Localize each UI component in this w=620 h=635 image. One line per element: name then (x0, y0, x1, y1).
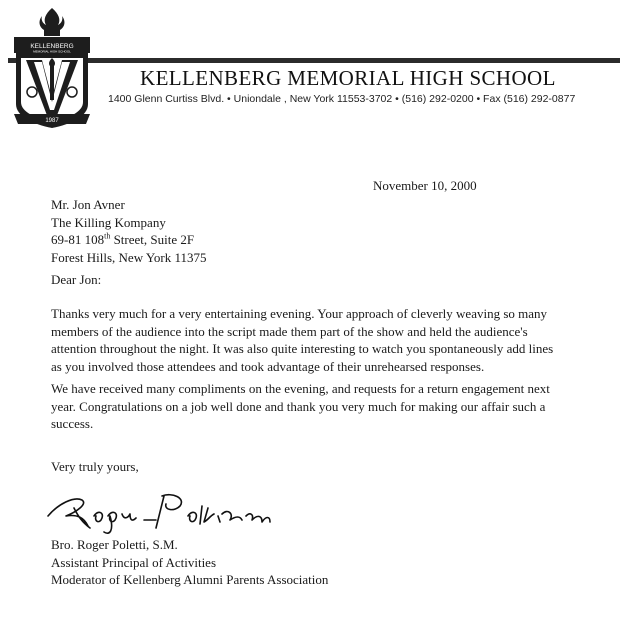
letter-date: November 10, 2000 (373, 178, 477, 193)
recipient-address-block (51, 196, 207, 266)
street-ordinal-suffix: th (104, 231, 111, 241)
paragraph-line: members of the audience into the script made them part of the show and held the audience's (51, 323, 528, 339)
letterhead-rule (8, 58, 620, 63)
paragraph-line: success. (51, 416, 94, 431)
crest-year-text: 1987 (45, 118, 59, 124)
school-crest-logo (12, 6, 92, 134)
street-rest: Street, Suite 2F (110, 232, 195, 247)
recipient-name: Mr. Jon Avner (51, 197, 125, 212)
recipient-company: The Killing Kompany (51, 214, 166, 230)
recipient-street (51, 231, 207, 249)
school-name: KELLENBERG MEMORIAL HIGH SCHOOL (140, 66, 556, 90)
body-paragraph-2 (51, 380, 581, 433)
recipient-city: Forest Hills, New York 11375 (51, 249, 207, 265)
signature-block (51, 536, 328, 589)
closing: Very truly yours, (51, 459, 139, 474)
paragraph-line: Thanks very much for a very entertaining evening. Your approach of cleverly weaving so many (51, 306, 548, 321)
paragraph-line: We have received many compliments on the evening, and requests for a return engagement next (51, 381, 550, 396)
crest-name-text: KELLENBERG (30, 43, 74, 50)
paragraph-line: as you involved those attendees and took advantage of their unrehearsed responses. (51, 358, 485, 374)
signer-title: Assistant Principal of Activities (51, 554, 217, 570)
body-paragraph-1 (51, 305, 581, 375)
paragraph-line: attention throughout the night. It was also quite interesting to watch you spontaneously add lines (51, 341, 554, 356)
school-address: 1400 Glenn Curtiss Blvd. • Uniondale , New York 11553-3702 • (516) 292-0200 • Fax (516) 292-0877 (108, 93, 576, 105)
handwritten-signature (44, 486, 274, 536)
signer-name: Bro. Roger Poletti, S.M. (51, 537, 178, 552)
salutation: Dear Jon: (51, 272, 102, 287)
street-number: 69-81 108 (51, 232, 105, 247)
signer-title-2: Moderator of Kellenberg Alumni Parents Association (51, 572, 329, 587)
crest-subtitle-text: MEMORIAL HIGH SCHOOL (33, 49, 71, 54)
paragraph-line: year. Congratulations on a job well done and thank you very much for making our affair such a (51, 398, 546, 414)
